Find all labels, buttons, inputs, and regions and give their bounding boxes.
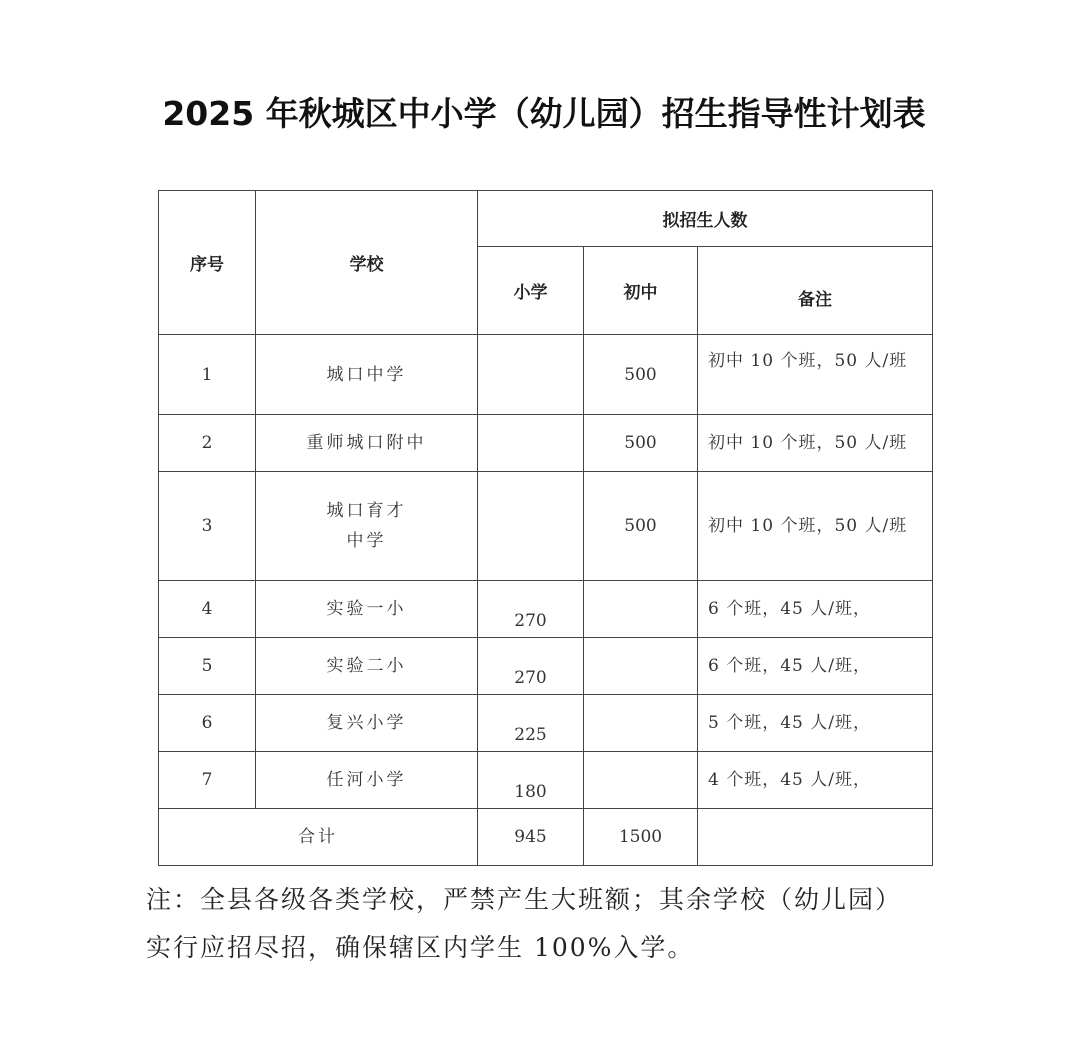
row-school: 实验二小 — [256, 638, 478, 695]
header-junior: 初中 — [584, 247, 698, 335]
row-remarks: 6 个班，45 人/班， — [698, 638, 933, 695]
row-junior — [584, 581, 698, 638]
table-row — [159, 335, 933, 415]
row-seq: 3 — [159, 472, 256, 581]
table-row — [159, 581, 933, 638]
header-primary: 小学 — [478, 247, 584, 335]
row-primary — [478, 415, 584, 472]
row-seq: 2 — [159, 415, 256, 472]
table-row — [159, 752, 933, 809]
total-junior: 1500 — [584, 809, 698, 866]
row-school: 城口中学 — [256, 335, 478, 415]
row-primary — [478, 335, 584, 415]
total-primary: 945 — [478, 809, 584, 866]
row-junior: 500 — [584, 335, 698, 415]
table-row — [159, 472, 933, 581]
row-seq: 4 — [159, 581, 256, 638]
row-seq: 7 — [159, 752, 256, 809]
total-row — [159, 809, 933, 866]
table-row — [159, 638, 933, 695]
header-remarks: 备注 — [698, 247, 933, 335]
enrollment-plan-table — [158, 190, 933, 866]
row-seq: 1 — [159, 335, 256, 415]
table-header-row — [159, 191, 933, 247]
row-junior: 500 — [584, 415, 698, 472]
row-remarks: 6 个班，45 人/班， — [698, 581, 933, 638]
footnote-line1: 注：全县各级各类学校，严禁产生大班额；其余学校（幼儿园） — [146, 885, 903, 914]
row-primary: 270 — [478, 581, 584, 638]
footnote — [146, 876, 966, 972]
row-remarks: 4 个班，45 人/班， — [698, 752, 933, 809]
row-primary: 180 — [478, 752, 584, 809]
row-school: 实验一小 — [256, 581, 478, 638]
row-remarks: 初中 10 个班，50 人/班 — [698, 472, 933, 581]
row-school: 任河小学 — [256, 752, 478, 809]
row-seq: 5 — [159, 638, 256, 695]
row-school: 复兴小学 — [256, 695, 478, 752]
row-remarks: 5 个班，45 人/班， — [698, 695, 933, 752]
header-seq: 序号 — [159, 191, 256, 335]
total-label: 合计 — [159, 809, 478, 866]
footnote-line2: 实行应招尽招，确保辖区内学生 100%入学。 — [146, 933, 695, 962]
row-junior — [584, 695, 698, 752]
row-school-line1: 城口育才 — [326, 501, 407, 521]
row-junior — [584, 638, 698, 695]
row-seq: 6 — [159, 695, 256, 752]
row-school — [256, 472, 478, 581]
row-remarks: 初中 10 个班，50 人/班 — [698, 335, 933, 415]
row-school: 重师城口附中 — [256, 415, 478, 472]
row-remarks: 初中 10 个班，50 人/班 — [698, 415, 933, 472]
row-primary: 225 — [478, 695, 584, 752]
row-primary: 270 — [478, 638, 584, 695]
header-school: 学校 — [256, 191, 478, 335]
row-primary — [478, 472, 584, 581]
page-title: 2025 年秋城区中小学（幼儿园）招生指导性计划表 — [162, 94, 926, 133]
table-row — [159, 415, 933, 472]
header-planned-enrollment: 拟招生人数 — [478, 191, 933, 247]
total-remarks — [698, 809, 933, 866]
row-junior: 500 — [584, 472, 698, 581]
row-school-line2: 中学 — [346, 531, 387, 551]
table-row — [159, 695, 933, 752]
row-junior — [584, 752, 698, 809]
